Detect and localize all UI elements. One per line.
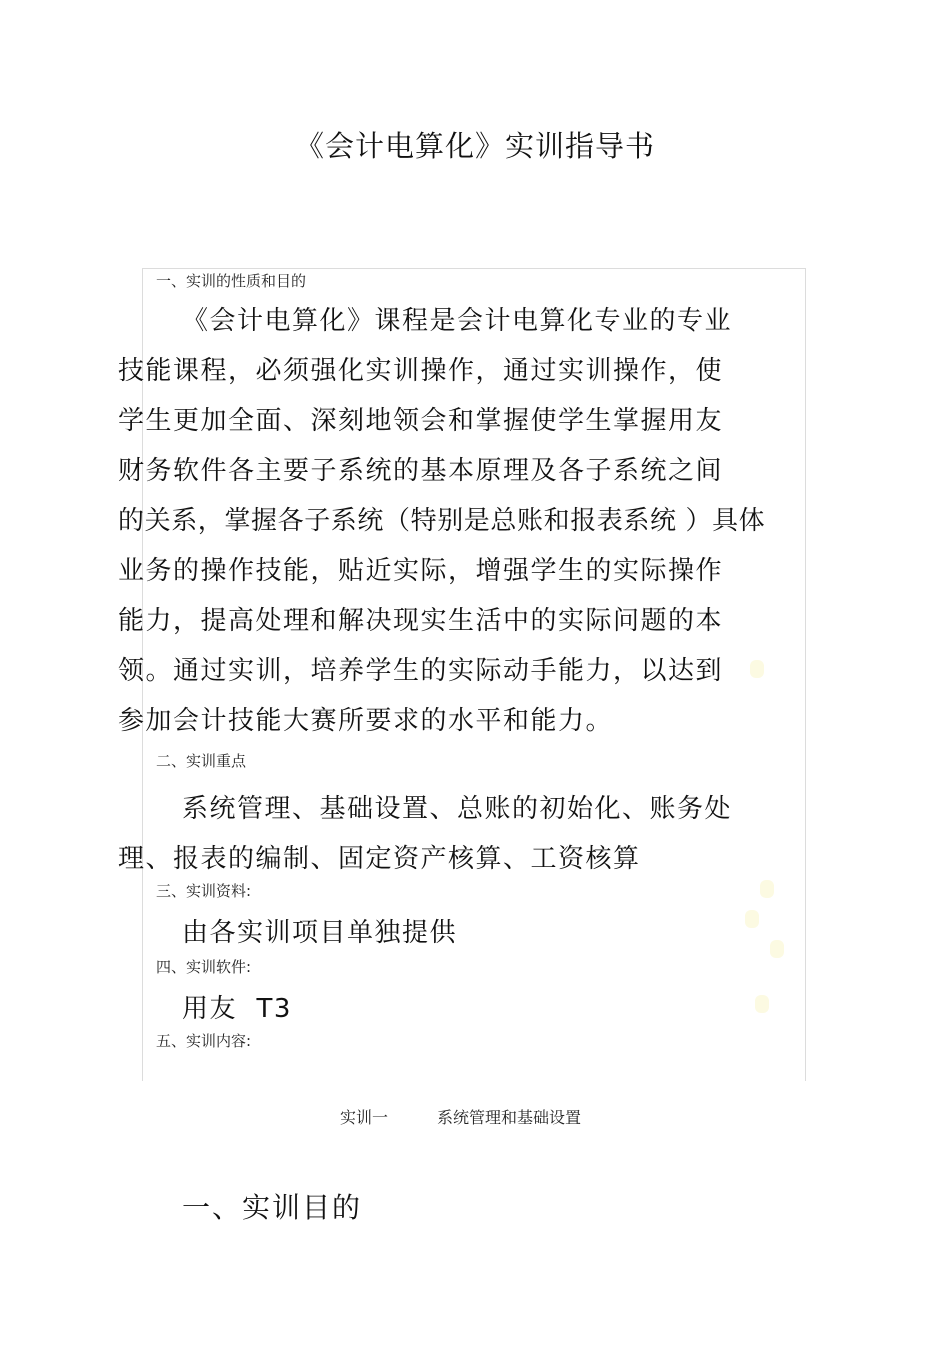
practice-1-section-heading: 一、实训目的 [182, 1191, 363, 1224]
s3-text: 由各实训项目单独提供 [182, 918, 458, 948]
s1-line-2: 技能课程，必须强化实训操作，通过实训操作，使 [118, 356, 724, 386]
section-4-heading: 四、实训软件: [156, 958, 252, 976]
s4-text: 用友 T3 [182, 994, 292, 1024]
s2-line-2: 理、报表的编制、固定资产核算、工资核算 [118, 844, 641, 874]
s1-line-8: 领。通过实训，培养学生的实际动手能力，以达到 [118, 656, 724, 686]
s1-line-5: 的关系，掌握各子系统（特别是总账和报表系统 ）具体 [118, 506, 766, 536]
watermark-dot [750, 660, 764, 678]
watermark-dot [755, 995, 769, 1013]
s1-line-6: 业务的操作技能，贴近实际，增强学生的实际操作 [118, 556, 724, 586]
watermark-dot [760, 880, 774, 898]
practice-1-name: 系统管理和基础设置 [437, 1108, 582, 1127]
s1-line-3: 学生更加全面、深刻地领会和掌握使学生掌握用友 [118, 406, 724, 436]
s2-line-1: 系统管理、基础设置、总账的初始化、账务处 [182, 794, 733, 824]
s1-line-9: 参加会计技能大赛所要求的水平和能力。 [118, 706, 614, 736]
s1-line-1: 《会计电算化》课程是会计电算化专业的专业 [182, 306, 733, 336]
s1-line-7: 能力，提高处理和解决现实生活中的实际问题的本 [118, 606, 724, 636]
section-1-heading: 一、实训的性质和目的 [156, 272, 307, 290]
section-5-heading: 五、实训内容: [156, 1032, 252, 1050]
practice-1-label: 实训一 [340, 1108, 389, 1127]
section-3-heading: 三、实训资料: [156, 882, 252, 900]
page-title: 《会计电算化》实训指导书 [294, 129, 655, 163]
watermark-dot [745, 910, 759, 928]
section-2-heading: 二、实训重点 [156, 752, 247, 770]
s1-line-4: 财务软件各主要子系统的基本原理及各子系统之间 [118, 456, 724, 486]
watermark-dot [770, 940, 784, 958]
